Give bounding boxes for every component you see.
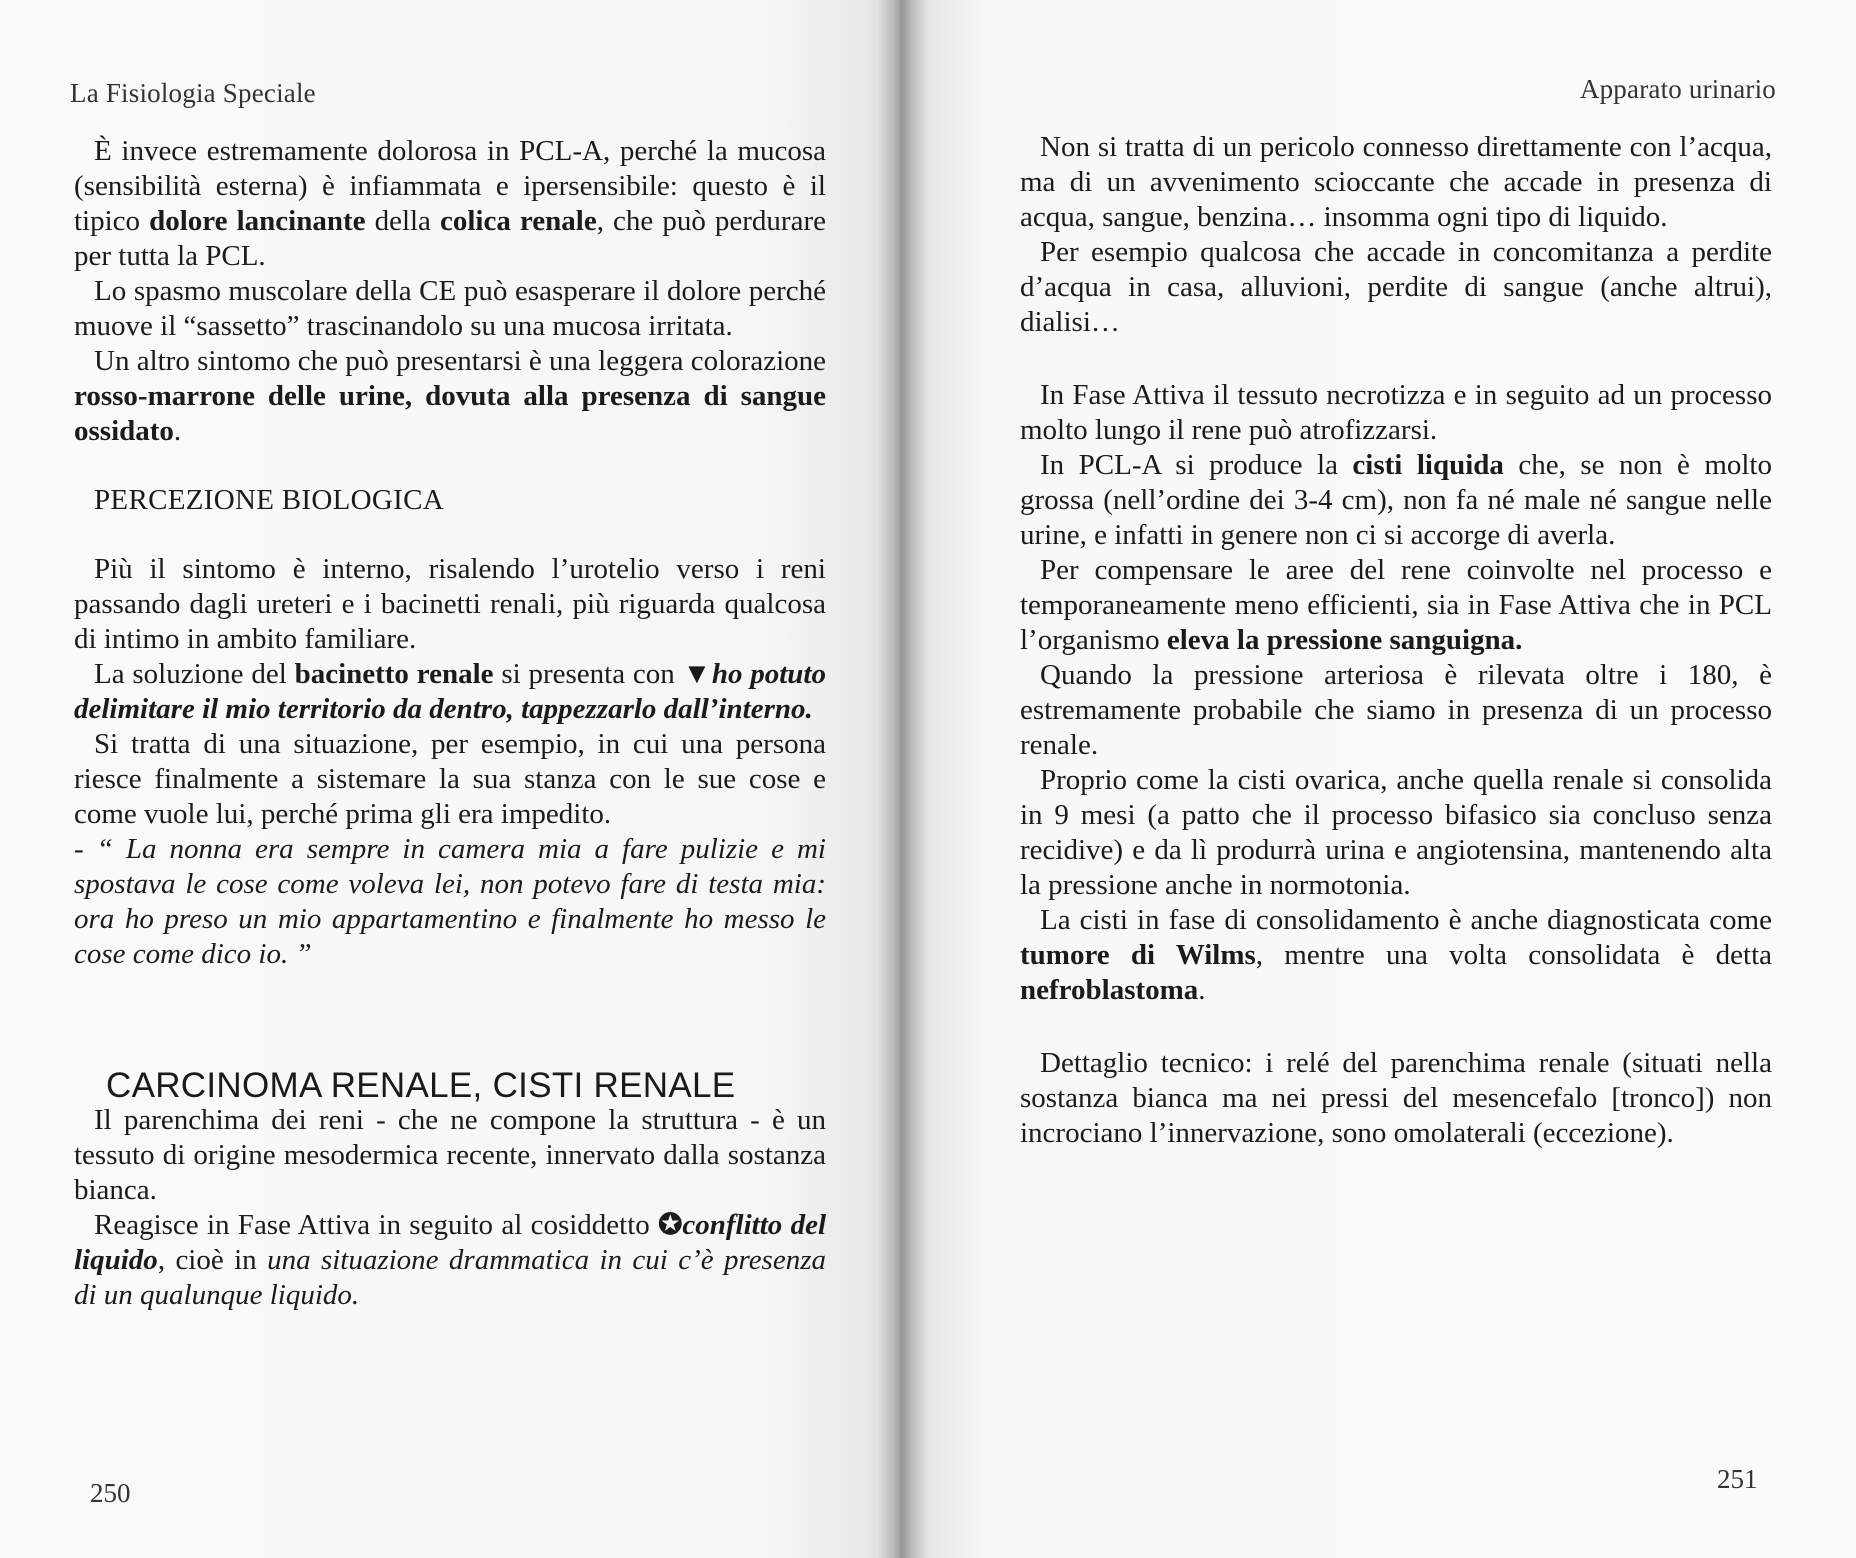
page-number-right: 251 — [1717, 1464, 1758, 1494]
paragraph: In PCL-A si produce la cisti liquida che, se non è molto grossa (nell’ordine dei 3-4 cm), non fa né male né sangue nelle urine, e infatti in genere non ci si accorge di averla. — [1020, 449, 1772, 551]
paragraph: La soluzione del bacinetto renale si presenta con ▼ho potuto delimitare il mio territorio da dentro, tappezzarlo dall’interno. — [74, 658, 826, 725]
running-head-left: La Fisiologia Speciale — [70, 78, 316, 108]
paragraph: Proprio come la cisti ovarica, anche quella renale si consolida in 9 mesi (a patto che il processo bifasico sia concluso senza recidive) e da lì produrrà urina e angiotensina, mantenendo alta la pressione anche in normotonia. — [1020, 764, 1772, 901]
paragraph: Reagisce in Fase Attiva in seguito al cosiddetto ✪conflitto del liquido, cioè in una situazione drammatica in cui c’è presenza di un qualunque liquido. — [74, 1209, 827, 1311]
bold-italic-phrase: conflitto del liquido — [74, 1209, 826, 1276]
paragraph: Per esempio qualcosa che accade in concomitanza a perdite d’acqua in casa, alluvioni, perdite di sangue (anche altrui), dialisi… — [1020, 236, 1772, 338]
circled-star-icon: ✪ — [658, 1209, 683, 1241]
bold-term: cisti liquida — [1352, 449, 1504, 481]
running-head-right: Apparato urinario — [1579, 74, 1776, 104]
paragraph: Lo spasmo muscolare della CE può esasperare il dolore perché muove il “sassetto” trascinandolo su una mucosa irritata. — [74, 275, 826, 342]
triangle-down-icon: ▼ — [682, 658, 712, 690]
bold-term: colica renale — [440, 205, 597, 237]
page-number-left: 250 — [90, 1478, 131, 1508]
paragraph: Non si tratta di un pericolo connesso direttamente con l’acqua, ma di un avvenimento scioccante che accade in presenza di acqua, sangue, benzina… insomma ogni tipo di liquido. — [1020, 131, 1772, 233]
paragraph: Si tratta di una situazione, per esempio, in cui una persona riesce finalmente a sistemare la sua stanza con le sue cose e come vuole lui, perché prima gli era impedito. — [74, 728, 826, 830]
right-page-text — [1020, 130, 1772, 1151]
paragraph: Quando la pressione arteriosa è rilevata oltre i 180, è estremamente probabile che siamo in presenza di un processo renale. — [1020, 659, 1772, 761]
paragraph: La cisti in fase di consolidamento è anche diagnosticata come tumore di Wilms, mentre una volta consolidata è detta nefroblastoma. — [1020, 904, 1772, 1006]
bold-term: nefroblastoma — [1020, 974, 1199, 1006]
paragraph: Per compensare le aree del rene coinvolte nel processo e temporaneamente meno efficienti, sia in Fase Attiva che in PCL l’organismo eleva la pressione sanguigna. — [1020, 554, 1772, 656]
bold-term: dolore lancinante — [149, 205, 366, 237]
bold-italic-phrase: ho potuto delimitare il mio territorio da dentro, tappezzarlo dall’interno. — [74, 658, 826, 725]
chapter-heading: CARCINOMA RENALE, CISTI RENALE — [106, 1066, 736, 1105]
bold-term: bacinetto renale — [294, 658, 494, 690]
section-subheading: PERCEZIONE BIOLOGICA — [94, 484, 444, 516]
paragraph: Più il sintomo è interno, risalendo l’urotelio verso i reni passando dagli ureteri e i bacinetti renali, più riguarda qualcosa di intimo in ambito familiare. — [74, 553, 826, 655]
bold-term: tumore di Wilms — [1020, 939, 1256, 971]
bold-term: rosso-marrone delle urine, dovuta alla presenza di sangue ossidato — [74, 380, 826, 447]
quote-text: “ La nonna era sempre in camera mia a fare pulizie e mi spostava le cose come voleva lei, non potevo fare di testa mia: ora ho preso un mio appartamentino e finalmente ho messo le cose come dico io. ” — [74, 833, 826, 970]
quote-paragraph: - “ La nonna era sempre in camera mia a fare pulizie e mi spostava le cose come voleva lei, non potevo fare di testa mia: ora ho preso un mio appartamentino e finalmente ho messo le cose come dico io. ” — [74, 833, 826, 970]
left-page-text — [74, 134, 826, 1313]
paragraph: In Fase Attiva il tessuto necrotizza e in seguito ad un processo molto lungo il rene può atrofizzarsi. — [1020, 379, 1772, 446]
italic-phrase: una situazione drammatica in cui c’è presenza di un qualunque liquido. — [74, 1244, 827, 1311]
paragraph: È invece estremamente dolorosa in PCL-A, perché la mucosa (sensibilità esterna) è infiammata e ipersensibile: questo è il tipico dolore lancinante della colica renale, che può perdurare per tutta la PCL. — [74, 135, 826, 272]
left-page — [0, 0, 900, 1558]
bold-term: eleva la pressione sanguigna. — [1166, 624, 1523, 656]
paragraph: Il parenchima dei reni - che ne compone la struttura - è un tessuto di origine mesodermica recente, innervato dalla sostanza bianca. — [74, 1104, 826, 1206]
paragraph: Un altro sintomo che può presentarsi è una leggera colorazione rosso-marrone delle urine, dovuta alla presenza di sangue ossidato. — [74, 345, 826, 447]
paragraph: Dettaglio tecnico: i relé del parenchima renale (situati nella sostanza bianca ma nei pressi del mesencefalo [tronco]) non incrociano l’innervazione, sono omolaterali (eccezione). — [1020, 1047, 1772, 1149]
right-page — [900, 0, 1856, 1558]
